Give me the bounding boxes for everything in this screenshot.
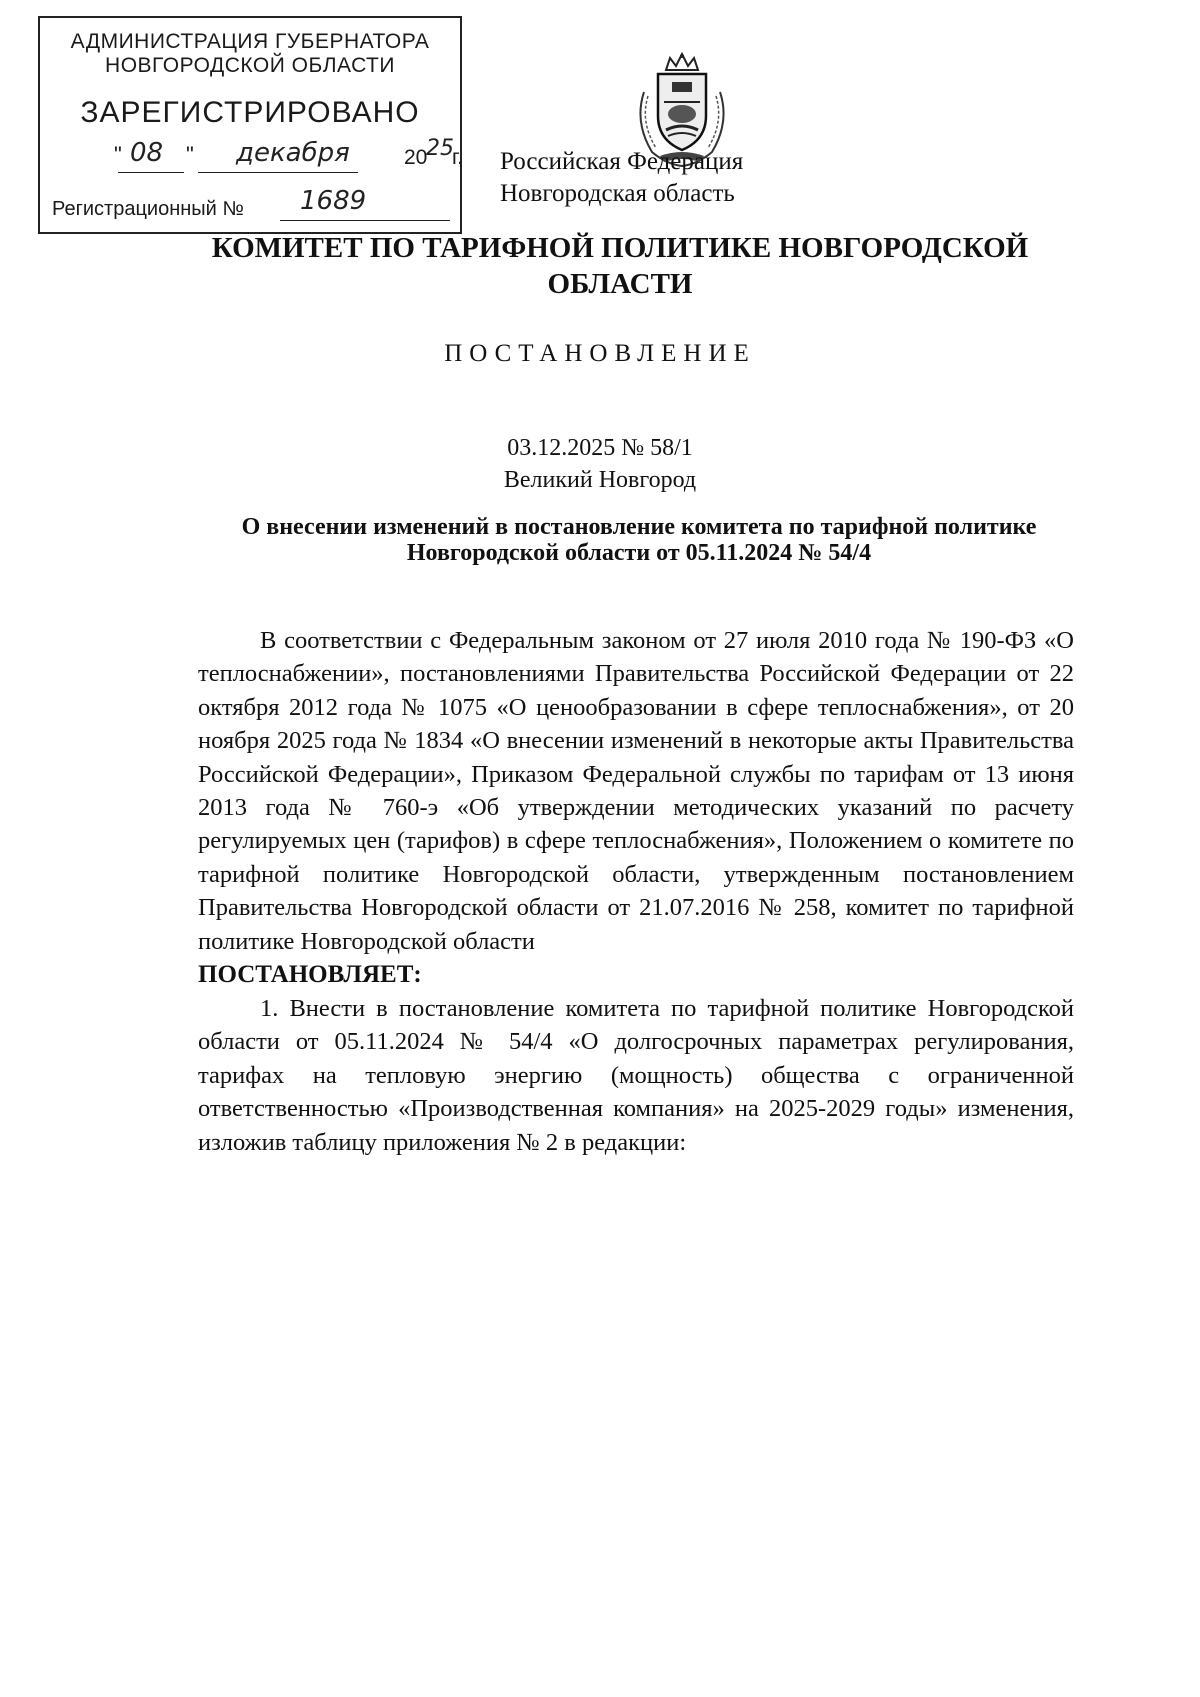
preamble-paragraph: В соответствии с Федеральным законом от 27 июля 2010 года № 190-ФЗ «О теплоснабжении», постановлениями Правительства Российской Федерации от 22 октября 2012 года № 1075 «О ценообразовании в сфере теплоснабжения», от 20 ноября 2025 года № 1834 «О внесении изменений в некоторые акты Правительства Российской Федерации», Приказом Федеральной службы по тарифам от 13 июня 2013 года № 760-э «Об утверждении методических указаний по расчету регулируемых цен (тарифов) в сфере теплоснабжения», Положением о комитете по тарифной политике Новгородской области, утвержденным постановлением Правительства Новгородской области от 21.07.2016 № 258, комитет по тарифной политике Новгородской области xyxy=(198,627,1074,955)
subject-line2: Новгородской области от 05.11.2024 № 54/4 xyxy=(406,540,872,566)
stamp-year-handwritten: 25 xyxy=(426,136,454,161)
subject-line1: О внесении изменений в постановление комитета по тарифной политике xyxy=(241,514,1037,540)
committee-title-line1: КОМИТЕТ ПО ТАРИФНОЙ ПОЛИТИКЕ НОВГОРОДСКОЙ xyxy=(211,232,1029,264)
committee-title xyxy=(140,230,1100,302)
item-1-paragraph: 1. Внести в постановление комитета по тарифной политике Новгородской области от 05.11.2024 № 54/4 «О долгосрочных параметрах регулирования, тарифах на тепловую энергию (мощность) общества с ограниченной ответственностью «Производственная компания» на 2025-2029 годы» изменения, изложив таблицу приложения № 2 в редакции: xyxy=(198,995,1074,1156)
stamp-reg-label: Регистрационный № xyxy=(52,198,244,220)
stamp-day-handwritten: 08 xyxy=(130,138,164,168)
resolves-heading: ПОСТАНОВЛЯЕТ: xyxy=(198,961,422,989)
committee-title-line2: ОБЛАСТИ xyxy=(547,268,693,300)
stamp-month-handwritten: декабря xyxy=(236,138,350,168)
document-type: ПОСТАНОВЛЕНИЕ xyxy=(444,340,756,367)
country-name: Российская Федерация xyxy=(500,148,744,175)
stamp-organization xyxy=(40,30,460,78)
document-date-number: 03.12.2025 № 58/1 xyxy=(507,435,693,461)
document-date-block xyxy=(0,432,1200,496)
stamp-year-suffix: г. xyxy=(452,146,463,169)
region-name: Новгородская область xyxy=(500,180,735,207)
stamp-org-line2: НОВГОРОДСКОЙ ОБЛАСТИ xyxy=(105,54,395,77)
stamp-year-prefix: 20 xyxy=(404,146,428,169)
document-subject xyxy=(196,514,1082,566)
issuer-block xyxy=(500,146,860,210)
stamp-reg-number-handwritten: 1689 xyxy=(300,186,367,216)
registration-stamp xyxy=(38,16,462,234)
stamp-reg-row xyxy=(52,186,452,226)
stamp-date-row: " 08 " декабря 20 25 г. xyxy=(78,146,458,180)
document-body xyxy=(198,624,1074,1159)
document-city: Великий Новгород xyxy=(503,467,697,493)
stamp-registered-label: ЗАРЕГИСТРИРОВАНО xyxy=(80,96,420,129)
stamp-org-line1: АДМИНИСТРАЦИЯ ГУБЕРНАТОРА xyxy=(70,30,430,53)
